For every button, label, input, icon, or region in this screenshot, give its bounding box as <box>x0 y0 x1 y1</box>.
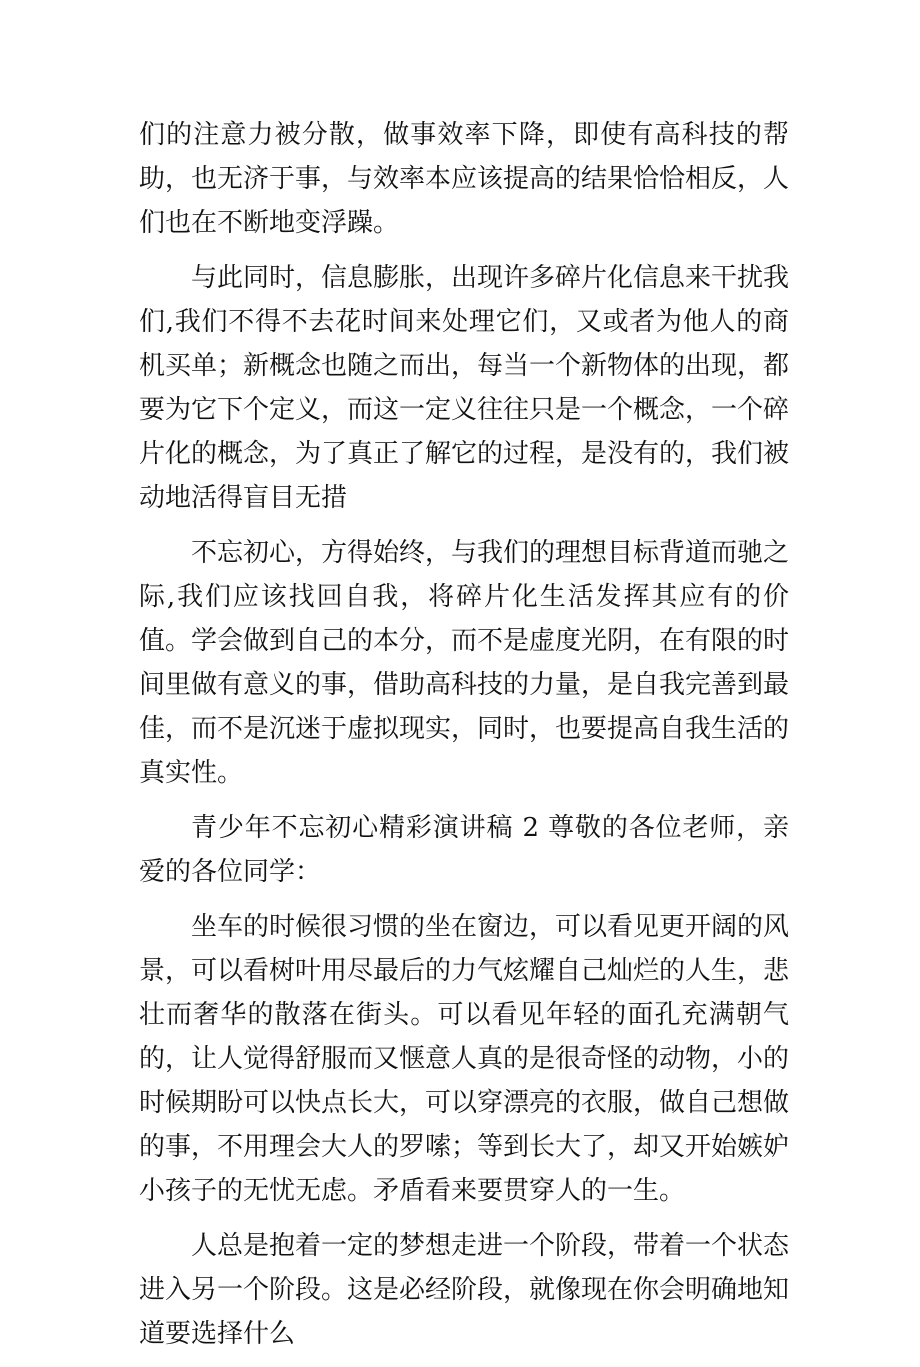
paragraph-5: 坐车的时候很习惯的坐在窗边，可以看见更开阔的风景，可以看树叶用尽最后的力气炫耀自己灿烂的人生，悲壮而奢华的散落在街头。可以看见年轻的面孔充满朝气的，让人觉得舒服而又惬意人真的是很奇怪的动物，小的时候期盼可以快点长大，可以穿漂亮的衣服，做自己想做的事，不用理会大人的罗嗦；等到长大了，却又开始嫉妒小孩子的无忧无虑。矛盾看来要贯穿人的一生。 <box>139 912 790 1206</box>
paragraph-1: 们的注意力被分散，做事效率下降，即使有高科技的帮助，也无济于事，与效率本应该提高的结果恰恰相反，人们也在不断地变浮躁。 <box>139 120 790 238</box>
paragraph-3: 不忘初心，方得始终，与我们的理想目标背道而驰之际,我们应该找回自我，将碎片化生活发挥其应有的价值。学会做到自己的本分，而不是虚度光阴，在有限的时间里做有意义的事，借助高科技的力量，是自我完善到最佳，而不是沉迷于虚拟现实，同时，也要提高自我生活的真实性。 <box>139 538 790 788</box>
paragraph-4: 青少年不忘初心精彩演讲稿 2 尊敬的各位老师，亲爱的各位同学： <box>139 813 789 887</box>
document-body <box>139 113 789 1367</box>
paragraph-2: 与此同时，信息膨胀，出现许多碎片化信息来干扰我们,我们不得不去花时间来处理它们，又或者为他人的商机买单；新概念也随之而出，每当一个新物体的出现，都要为它下个定义，而这一定义往往只是一个概念，一个碎片化的概念，为了真正了解它的过程，是没有的，我们被动地活得盲目无措 <box>139 263 790 513</box>
paragraph-6: 人总是抱着一定的梦想走进一个阶段，带着一个状态进入另一个阶段。这是必经阶段，就像现在你会明确地知道要选择什么 <box>139 1231 790 1349</box>
